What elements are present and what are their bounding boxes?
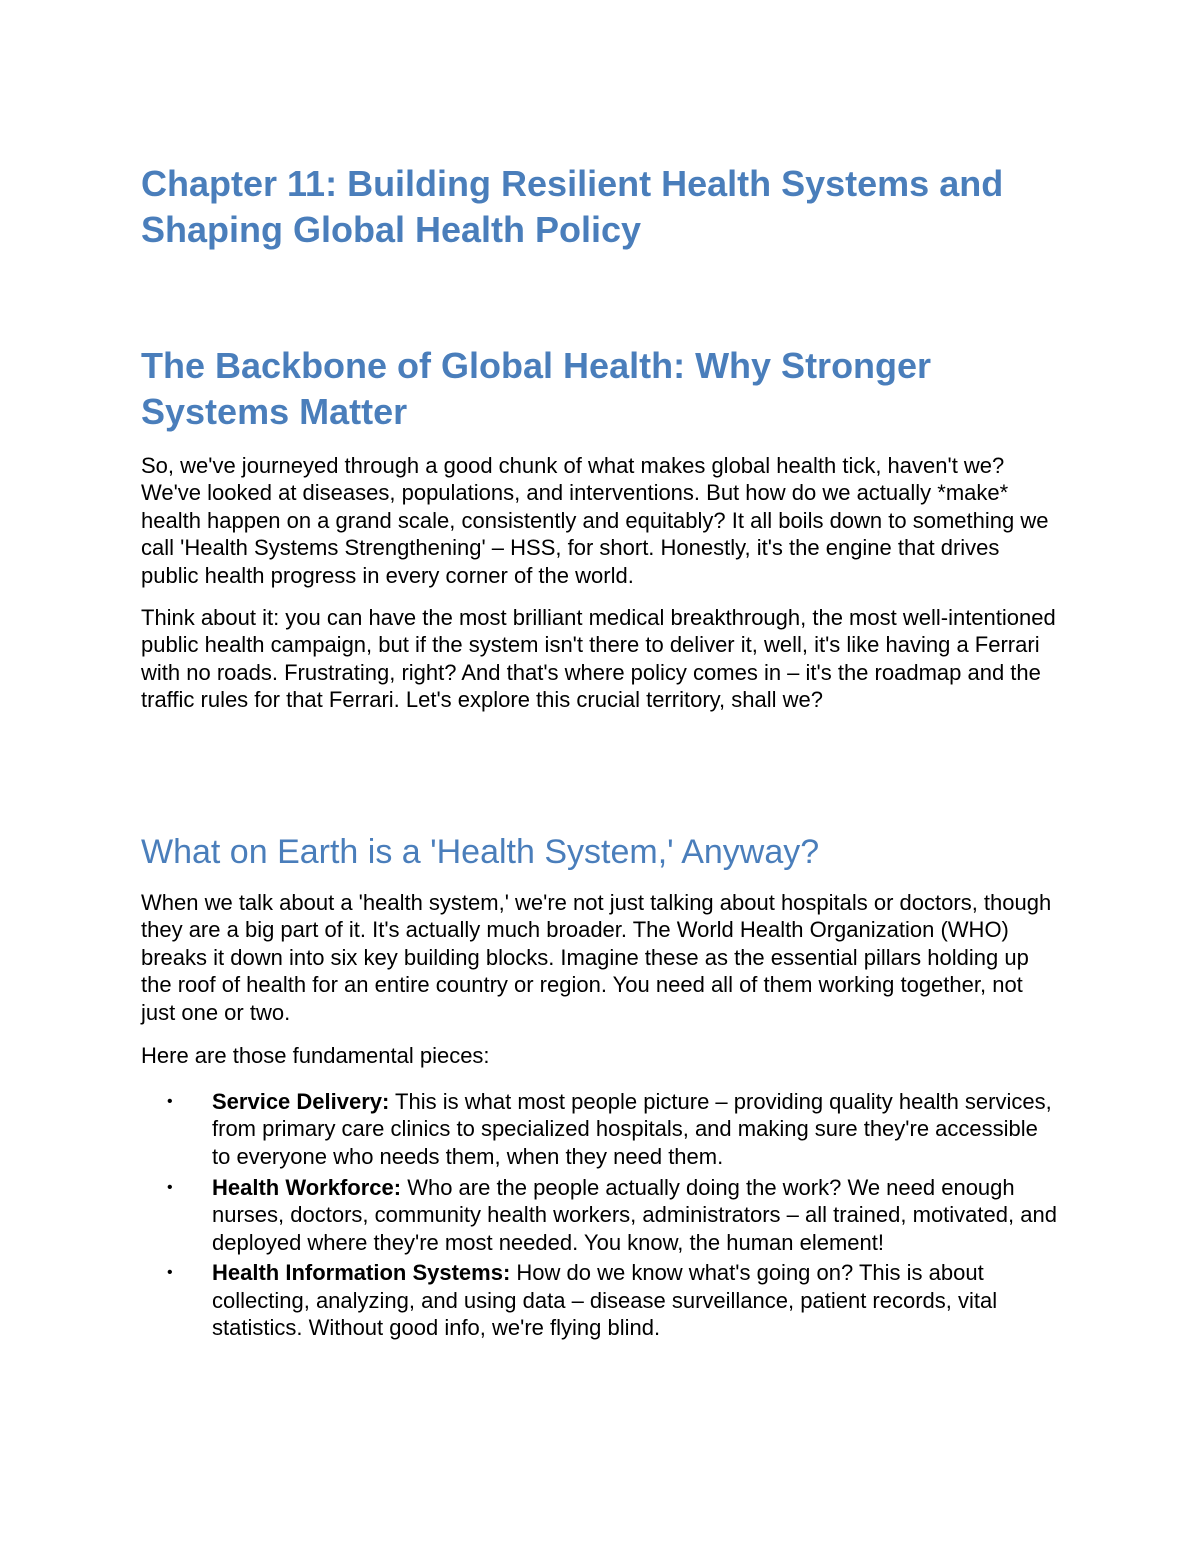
list-item-text: How do we know what's going on? This is about collecting, analyzing, and using data – disease surveillance, patient records, vital statistics. Without good info, we're flying blind. — [212, 1260, 998, 1341]
body-paragraph-4: Here are those fundamental pieces: — [141, 1043, 490, 1068]
list-item-term: Service Delivery: — [212, 1089, 390, 1114]
body-paragraph-1: So, we've journeyed through a good chunk of what makes global health tick, haven't we? We've looked at diseases, populations, and interventions. But how do we actually *make* health happen on a grand scale, consistently and equitably? It all boils down to something we call 'Health Systems Strengthening' – HSS, for short. Honestly, it's the engine that drives public health progress in every corner of the world. — [141, 453, 1049, 588]
chapter-title: Chapter 11: Building Resilient Health Systems and Shaping Global Health Policy — [141, 163, 1004, 250]
list-item — [141, 1174, 1061, 1256]
list-item — [141, 1088, 1061, 1170]
section-title: The Backbone of Global Health: Why Stronger Systems Matter — [141, 345, 932, 432]
list-item-term: Health Workforce: — [212, 1174, 402, 1200]
list-item-text: Who are the people actually doing the work? We need enough nurses, doctors, community health workers, administrators – all trained, motivated, and deployed where they're most needed. You know, the human element! — [212, 1174, 1057, 1255]
building-blocks-list — [141, 1088, 1061, 1345]
body-paragraph-2: Think about it: you can have the most brilliant medical breakthrough, the most well-intentioned public health campaign, but if the system isn't there to deliver it, well, it's like having a Ferrari with no roads. Frustrating, right? And that's where policy comes in – it's the roadmap and the traffic rules for that Ferrari. Let's explore this crucial territory, shall we? — [141, 605, 1056, 713]
bullet-icon: • — [167, 1264, 173, 1282]
list-item — [141, 1259, 1061, 1341]
body-paragraph-3: When we talk about a 'health system,' we're not just talking about hospitals or doctors, though they are a big part of it. It's actually much broader. The World Health Organization (WHO) breaks it down into six key building blocks. Imagine these as the essential pillars holding up the roof of health for an entire country or region. You need all of them working together, not just one or two. — [141, 890, 1052, 1025]
bullet-icon: • — [167, 1178, 173, 1196]
subsection-title: What on Earth is a 'Health System,' Anyway? — [141, 833, 820, 871]
list-item-text: This is what most people picture – providing quality health services, from primary care clinics to specialized hospitals, and making sure they're accessible to everyone who needs them, when they need them. — [212, 1089, 1052, 1169]
list-item-term: Health Information Systems: — [212, 1260, 511, 1286]
bullet-icon: • — [167, 1093, 173, 1110]
